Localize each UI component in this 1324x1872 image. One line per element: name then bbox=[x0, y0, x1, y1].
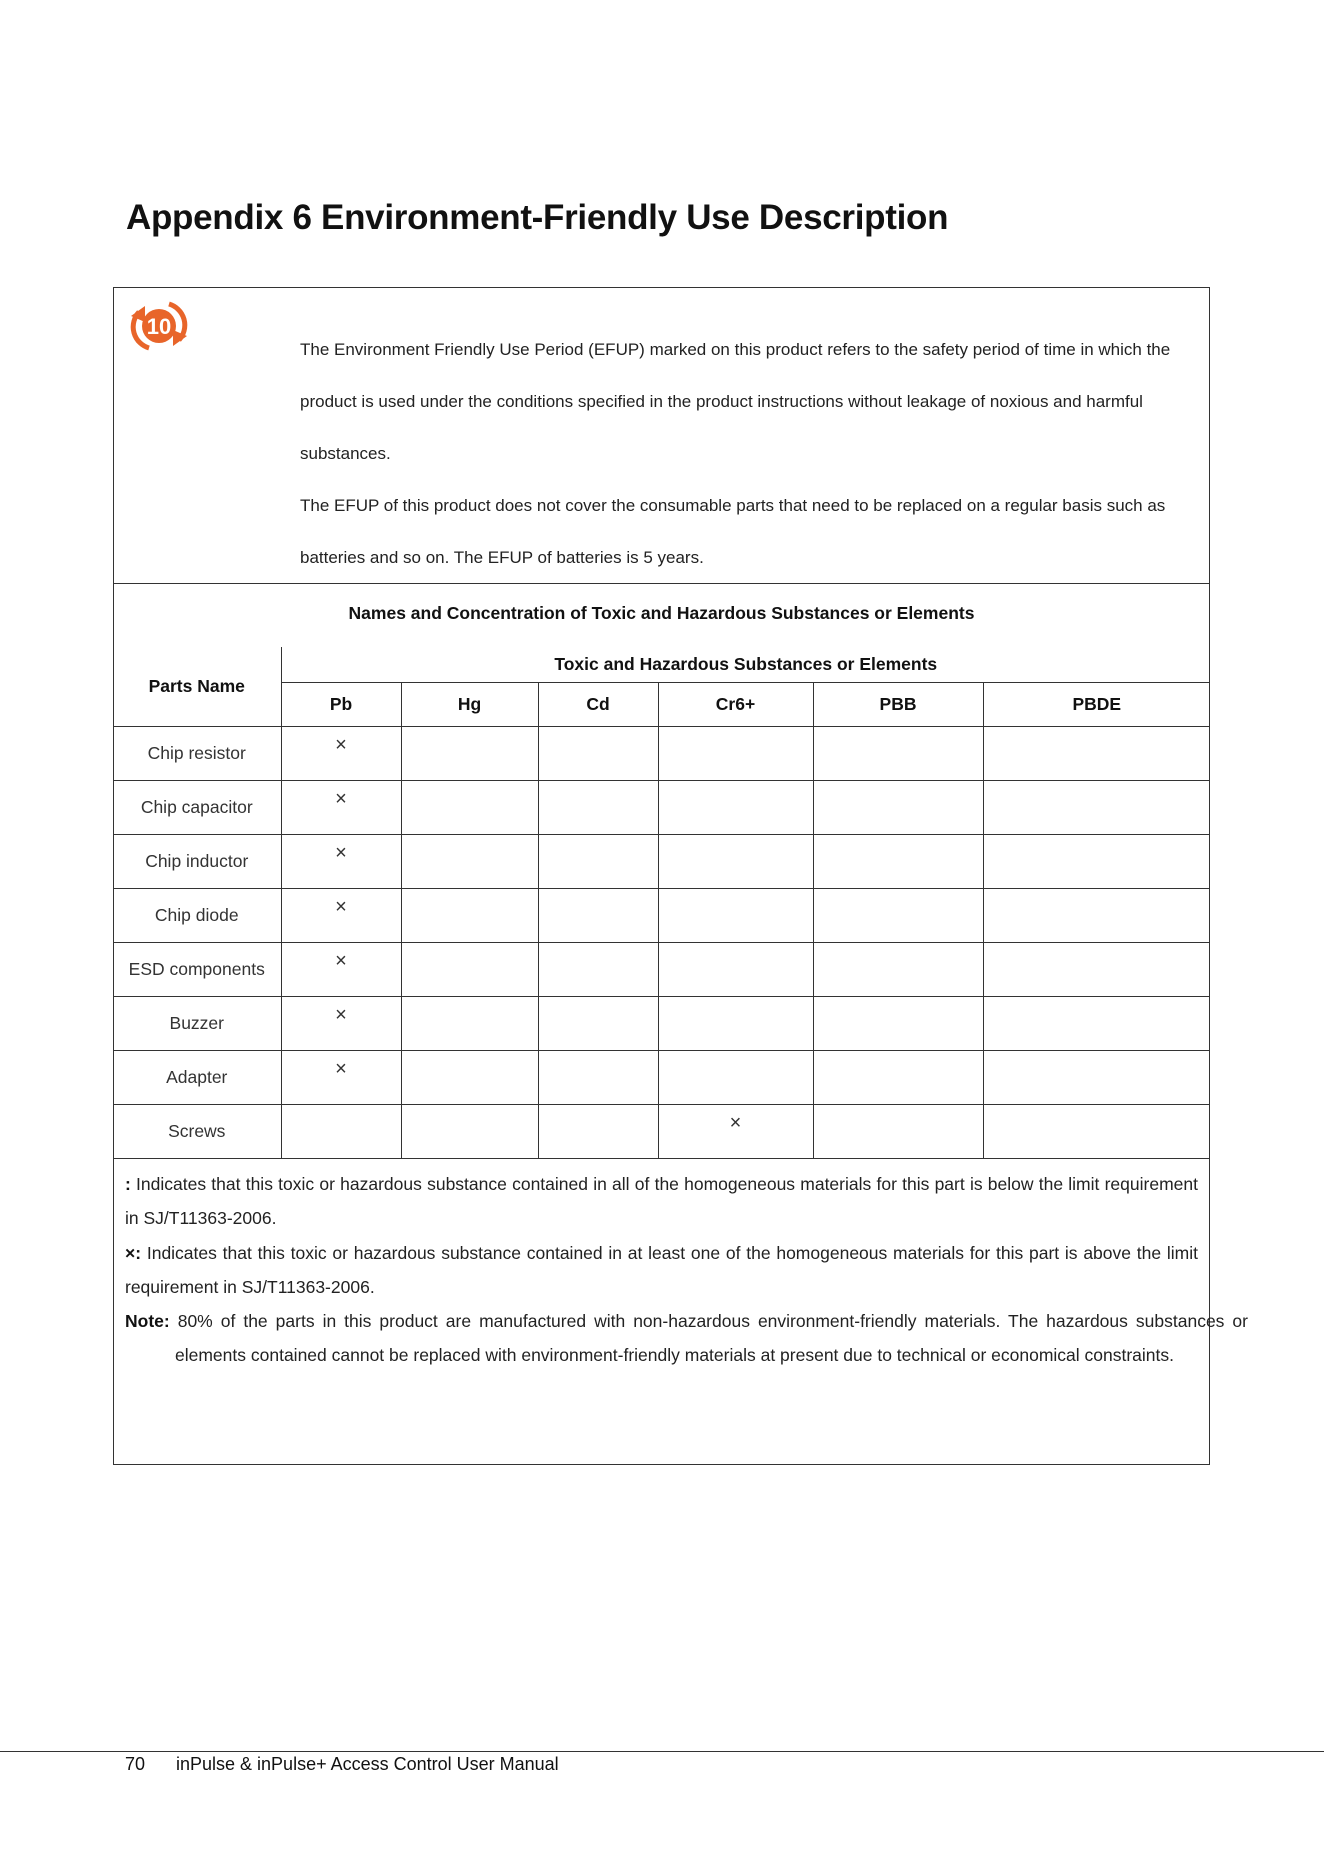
substance-cell bbox=[813, 942, 983, 996]
limit-mark: × bbox=[335, 949, 347, 972]
substance-cell bbox=[538, 834, 658, 888]
efup-batteries-paragraph: The EFUP of this product does not cover the consumable parts that need to be replaced on a regular basis such as batteries and so on. The EFUP of batteries is 5 years. bbox=[300, 496, 1166, 567]
below-limit-symbol: : bbox=[125, 1174, 131, 1194]
part-name-cell: ESD components bbox=[113, 942, 281, 996]
table-row bbox=[113, 726, 1210, 780]
substance-cell bbox=[658, 834, 813, 888]
substance-cell bbox=[281, 726, 401, 780]
manual-title: inPulse & inPulse+ Access Control User Manual bbox=[176, 1754, 559, 1774]
page-number: 70 bbox=[125, 1754, 146, 1774]
substance-cell bbox=[813, 888, 983, 942]
substance-cell bbox=[983, 1104, 1210, 1158]
parts-name-header: Parts Name bbox=[113, 647, 281, 726]
note-label: Note: bbox=[125, 1311, 170, 1331]
table-row bbox=[113, 942, 1210, 996]
substance-cell bbox=[401, 1104, 538, 1158]
part-name-cell: Adapter bbox=[113, 1050, 281, 1104]
part-name-cell: Buzzer bbox=[113, 996, 281, 1050]
substance-cell bbox=[281, 996, 401, 1050]
substance-cell bbox=[401, 1050, 538, 1104]
substance-cell bbox=[401, 996, 538, 1050]
efup-10-year-icon bbox=[127, 296, 191, 356]
substance-cell bbox=[538, 888, 658, 942]
substance-cell bbox=[983, 942, 1210, 996]
limit-mark: × bbox=[335, 1057, 347, 1080]
substance-cell bbox=[538, 726, 658, 780]
substance-cell bbox=[401, 834, 538, 888]
legend-above-limit bbox=[125, 1236, 1198, 1304]
above-limit-text: Indicates that this toxic or hazardous substance contained in at least one of the homogeneous materials for this part is above the limit requirement in SJ/T11363-2006. bbox=[125, 1243, 1198, 1297]
substance-cell bbox=[983, 726, 1210, 780]
part-name-cell: Screws bbox=[113, 1104, 281, 1158]
column-header-cd: Cd bbox=[538, 682, 658, 726]
substance-cell bbox=[281, 780, 401, 834]
section-divider bbox=[113, 583, 1210, 584]
substance-cell bbox=[983, 780, 1210, 834]
substance-cell bbox=[658, 780, 813, 834]
column-header-pb: Pb bbox=[281, 682, 401, 726]
substances-group-header: Toxic and Hazardous Substances or Elements bbox=[281, 647, 1210, 682]
substance-cell bbox=[401, 942, 538, 996]
column-header-pbde: PBDE bbox=[983, 682, 1210, 726]
substance-cell bbox=[401, 888, 538, 942]
substance-cell bbox=[538, 996, 658, 1050]
part-name-cell: Chip resistor bbox=[113, 726, 281, 780]
substance-cell bbox=[281, 834, 401, 888]
footer-rule bbox=[0, 1751, 1324, 1752]
substance-cell bbox=[813, 834, 983, 888]
part-name-cell: Chip inductor bbox=[113, 834, 281, 888]
limit-mark: × bbox=[335, 733, 347, 756]
substance-cell bbox=[658, 996, 813, 1050]
substance-cell bbox=[983, 834, 1210, 888]
table-title: Names and Concentration of Toxic and Hazardous Substances or Elements bbox=[348, 603, 975, 623]
limit-mark: × bbox=[729, 1111, 742, 1134]
substance-cell bbox=[538, 780, 658, 834]
legend-below-limit bbox=[125, 1167, 1198, 1235]
efup-logo-number: 10 bbox=[146, 314, 172, 339]
table-row bbox=[113, 1050, 1210, 1104]
efup-description-paragraph: The Environment Friendly Use Period (EFUP) marked on this product refers to the safety period of time in which the product is used under the conditions specified in the product instructions without leakage of noxious and harmful substances. bbox=[300, 340, 1171, 463]
limit-mark: × bbox=[335, 895, 347, 918]
below-limit-text: Indicates that this toxic or hazardous substance contained in all of the homogeneous materials for this part is below the limit requirement in SJ/T11363-2006. bbox=[125, 1174, 1198, 1228]
substance-cell bbox=[813, 1050, 983, 1104]
substance-cell bbox=[813, 726, 983, 780]
substance-cell bbox=[983, 996, 1210, 1050]
substance-cell bbox=[658, 1104, 813, 1158]
limit-mark: × bbox=[335, 841, 347, 864]
part-name-cell: Chip diode bbox=[113, 888, 281, 942]
table-row bbox=[113, 1104, 1210, 1158]
table-row bbox=[113, 780, 1210, 834]
substance-cell bbox=[658, 726, 813, 780]
substance-cell bbox=[658, 888, 813, 942]
substance-cell bbox=[813, 780, 983, 834]
substance-cell bbox=[538, 1050, 658, 1104]
page-title: Appendix 6 Environment-Friendly Use Description bbox=[126, 198, 949, 237]
substance-cell bbox=[401, 780, 538, 834]
table-row bbox=[113, 834, 1210, 888]
substance-cell bbox=[281, 1104, 401, 1158]
legend-note bbox=[125, 1304, 1248, 1372]
substance-cell bbox=[983, 888, 1210, 942]
substance-cell bbox=[281, 942, 401, 996]
limit-mark: × bbox=[335, 1003, 347, 1026]
substance-cell bbox=[813, 996, 983, 1050]
substance-cell bbox=[538, 1104, 658, 1158]
substance-cell bbox=[538, 942, 658, 996]
note-text: 80% of the parts in this product are manufactured with non-hazardous environment-friendly materials. The hazardous substances or elements contained cannot be replaced with environment-friendly materials at present due to technical or economical constraints. bbox=[175, 1311, 1248, 1365]
substance-cell bbox=[813, 1104, 983, 1158]
table-row bbox=[113, 996, 1210, 1050]
column-header-hg: Hg bbox=[401, 682, 538, 726]
limit-mark: × bbox=[335, 787, 347, 810]
column-header-cr6: Cr6+ bbox=[658, 682, 813, 726]
table-row bbox=[113, 888, 1210, 942]
part-name-cell: Chip capacitor bbox=[113, 780, 281, 834]
substance-cell bbox=[658, 1050, 813, 1104]
above-limit-symbol: ×: bbox=[125, 1243, 142, 1263]
substance-cell bbox=[281, 1050, 401, 1104]
substance-cell bbox=[281, 888, 401, 942]
substance-cell bbox=[401, 726, 538, 780]
substance-cell bbox=[983, 1050, 1210, 1104]
hazardous-substances-table bbox=[113, 647, 1210, 1159]
substance-cell bbox=[658, 942, 813, 996]
column-header-pbb: PBB bbox=[813, 682, 983, 726]
